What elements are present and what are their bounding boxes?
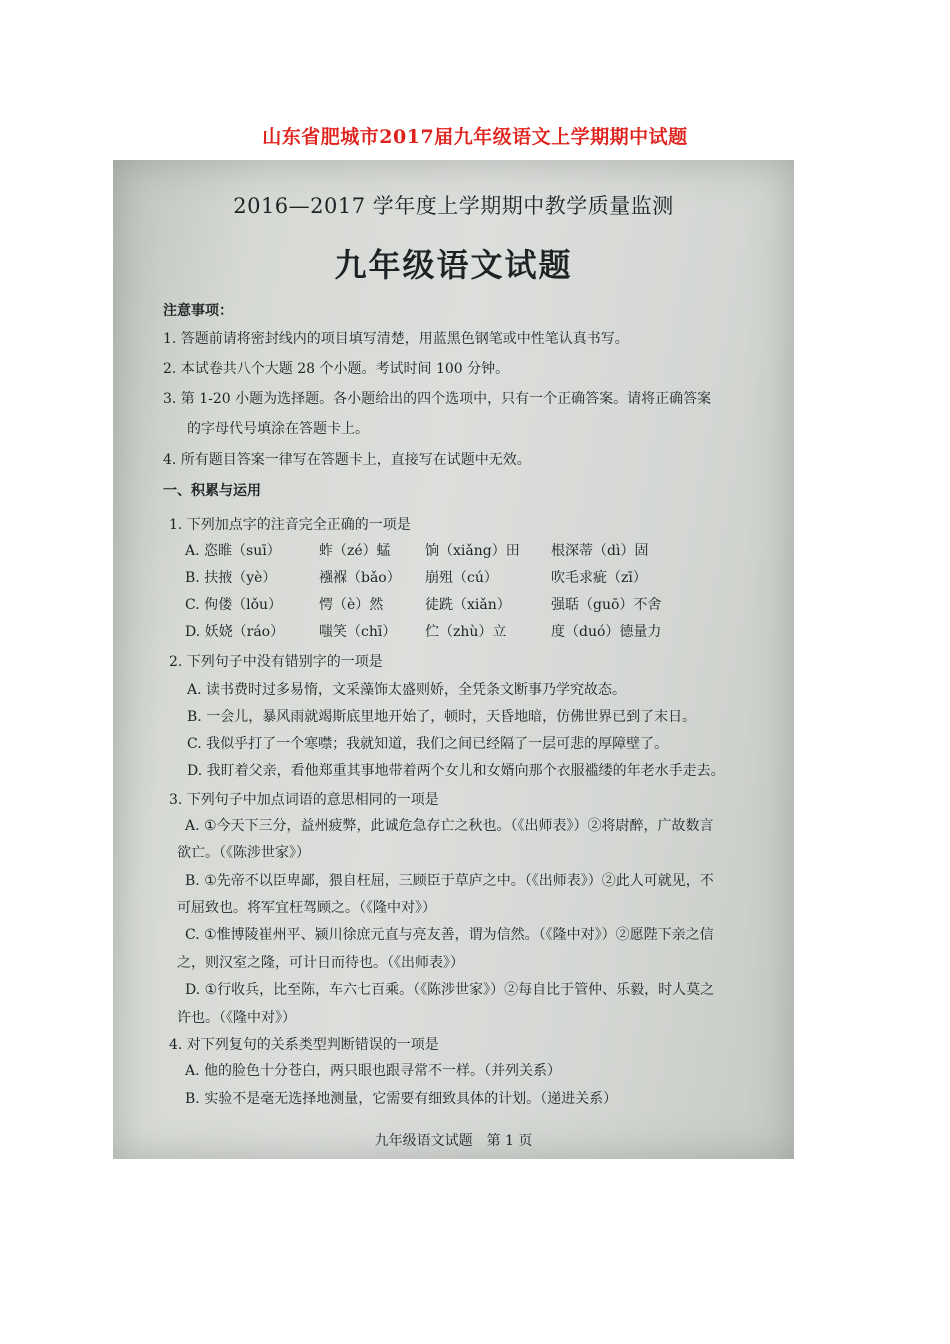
q1-option: 襁褓（bǎo） xyxy=(319,570,401,586)
q4-option: B. 实验不是毫无选择地测量，它需要有细致具体的计划。（递进关系） xyxy=(185,1091,618,1107)
notice-item: 1. 答题前请将密封线内的项目填写清楚，用蓝黑色钢笔或中性笔认真书写。 xyxy=(163,331,629,347)
q2-option: A. 读书费时过多易惰，文采藻饰太盛则娇，全凭条文断事乃学究故态。 xyxy=(187,682,627,698)
q3-line: C. ①惟博陵崔州平、颍川徐庶元直与亮友善，谓为信然。（《隆中对》）②愿陛下亲之信 xyxy=(185,927,714,943)
q1-option: 吹毛求疵（zī） xyxy=(551,570,647,586)
notice-item: 3. 第 1-20 小题为选择题。各小题给出的四个选项中，只有一个正确答案。请将正确答案 xyxy=(163,391,712,407)
q3-line: 可屈致也。将军宜枉驾顾之。（《隆中对》） xyxy=(177,900,436,916)
q2-option: B. 一会儿，暴风雨就竭斯底里地开始了，顿时，天昏地暗，仿佛世界已到了末日。 xyxy=(187,709,697,725)
q3-line: D. ①行收兵，比至陈，车六七百乘。（《陈涉世家》）②每自比于管仲、乐毅，时人莫之 xyxy=(185,982,715,998)
scanned-exam-page xyxy=(113,160,794,1159)
q1-option: 强聒（guō）不舍 xyxy=(551,597,662,613)
q4-option: A. 他的脸色十分苍白，两只眼也跟寻常不一样。（并列关系） xyxy=(185,1063,562,1079)
question-stem: 4. 对下列复句的关系类型判断错误的一项是 xyxy=(169,1037,439,1053)
q1-option: B. 扶掖（yè） xyxy=(185,570,277,586)
notice-heading: 注意事项： xyxy=(163,303,233,319)
q1-option: 徒跣（xiǎn） xyxy=(425,597,511,613)
document-title: 山东省肥城市2017届九年级语文上学期期中试题 xyxy=(262,126,688,148)
question-stem: 1. 下列加点字的注音完全正确的一项是 xyxy=(169,517,411,533)
q1-option: 崩殂（cú） xyxy=(425,570,498,586)
q1-option: 蚱（zé）蜢 xyxy=(319,543,391,559)
q2-option: D. 我盯着父亲，看他郑重其事地带着两个女儿和女婿向那个衣服褴缕的年老水手走去。 xyxy=(187,763,725,779)
q3-line: 之，则汉室之隆，可计日而待也。（《出师表》） xyxy=(177,955,464,971)
q1-option: D. 妖娆（ráo） xyxy=(185,624,285,640)
q1-option: 愕（è）然 xyxy=(319,597,384,613)
q1-option: A. 恣睢（suī） xyxy=(185,543,281,559)
q3-line: 欲亡。（《陈涉世家》） xyxy=(177,845,310,861)
notice-item: 4. 所有题目答案一律写在答题卡上，直接写在试题中无效。 xyxy=(163,452,531,468)
q1-option: 根深蒂（dì）固 xyxy=(551,543,649,559)
q3-line: A. ①今天下三分，益州疲弊，此诚危急存亡之秋也。（《出师表》）②将尉醉，广故数言 xyxy=(185,818,714,834)
q1-option: 饷（xiǎng）田 xyxy=(425,543,520,559)
page-footer: 九年级语文试题 第 1 页 xyxy=(374,1133,533,1149)
q3-line: 许也。（《隆中对》） xyxy=(177,1010,296,1026)
exam-title: 九年级语文试题 xyxy=(334,246,573,284)
q1-option: 伫（zhù）立 xyxy=(425,624,507,640)
question-stem: 3. 下列句子中加点词语的意思相同的一项是 xyxy=(169,792,439,808)
q1-option: C. 佝偻（lǒu） xyxy=(185,597,283,613)
notice-item: 的字母代号填涂在答题卡上。 xyxy=(187,421,369,437)
exam-header: 2016—2017 学年度上学期期中教学质量监测 xyxy=(233,194,674,218)
question-stem: 2. 下列句子中没有错别字的一项是 xyxy=(169,654,383,670)
notice-item: 2. 本试卷共八个大题 28 个小题。考试时间 100 分钟。 xyxy=(163,361,510,377)
q3-line: B. ①先帝不以臣卑鄙，猥自枉屈，三顾臣于草庐之中。（《出师表》）②此人可就见，不 xyxy=(185,873,714,889)
q2-option: C. 我似乎打了一个寒噤；我就知道，我们之间已经隔了一层可悲的厚障壁了。 xyxy=(187,736,669,752)
section-heading: 一、积累与运用 xyxy=(163,483,261,499)
q1-option: 嗤笑（chī） xyxy=(319,624,397,640)
q1-option: 度（duó）德量力 xyxy=(551,624,662,640)
